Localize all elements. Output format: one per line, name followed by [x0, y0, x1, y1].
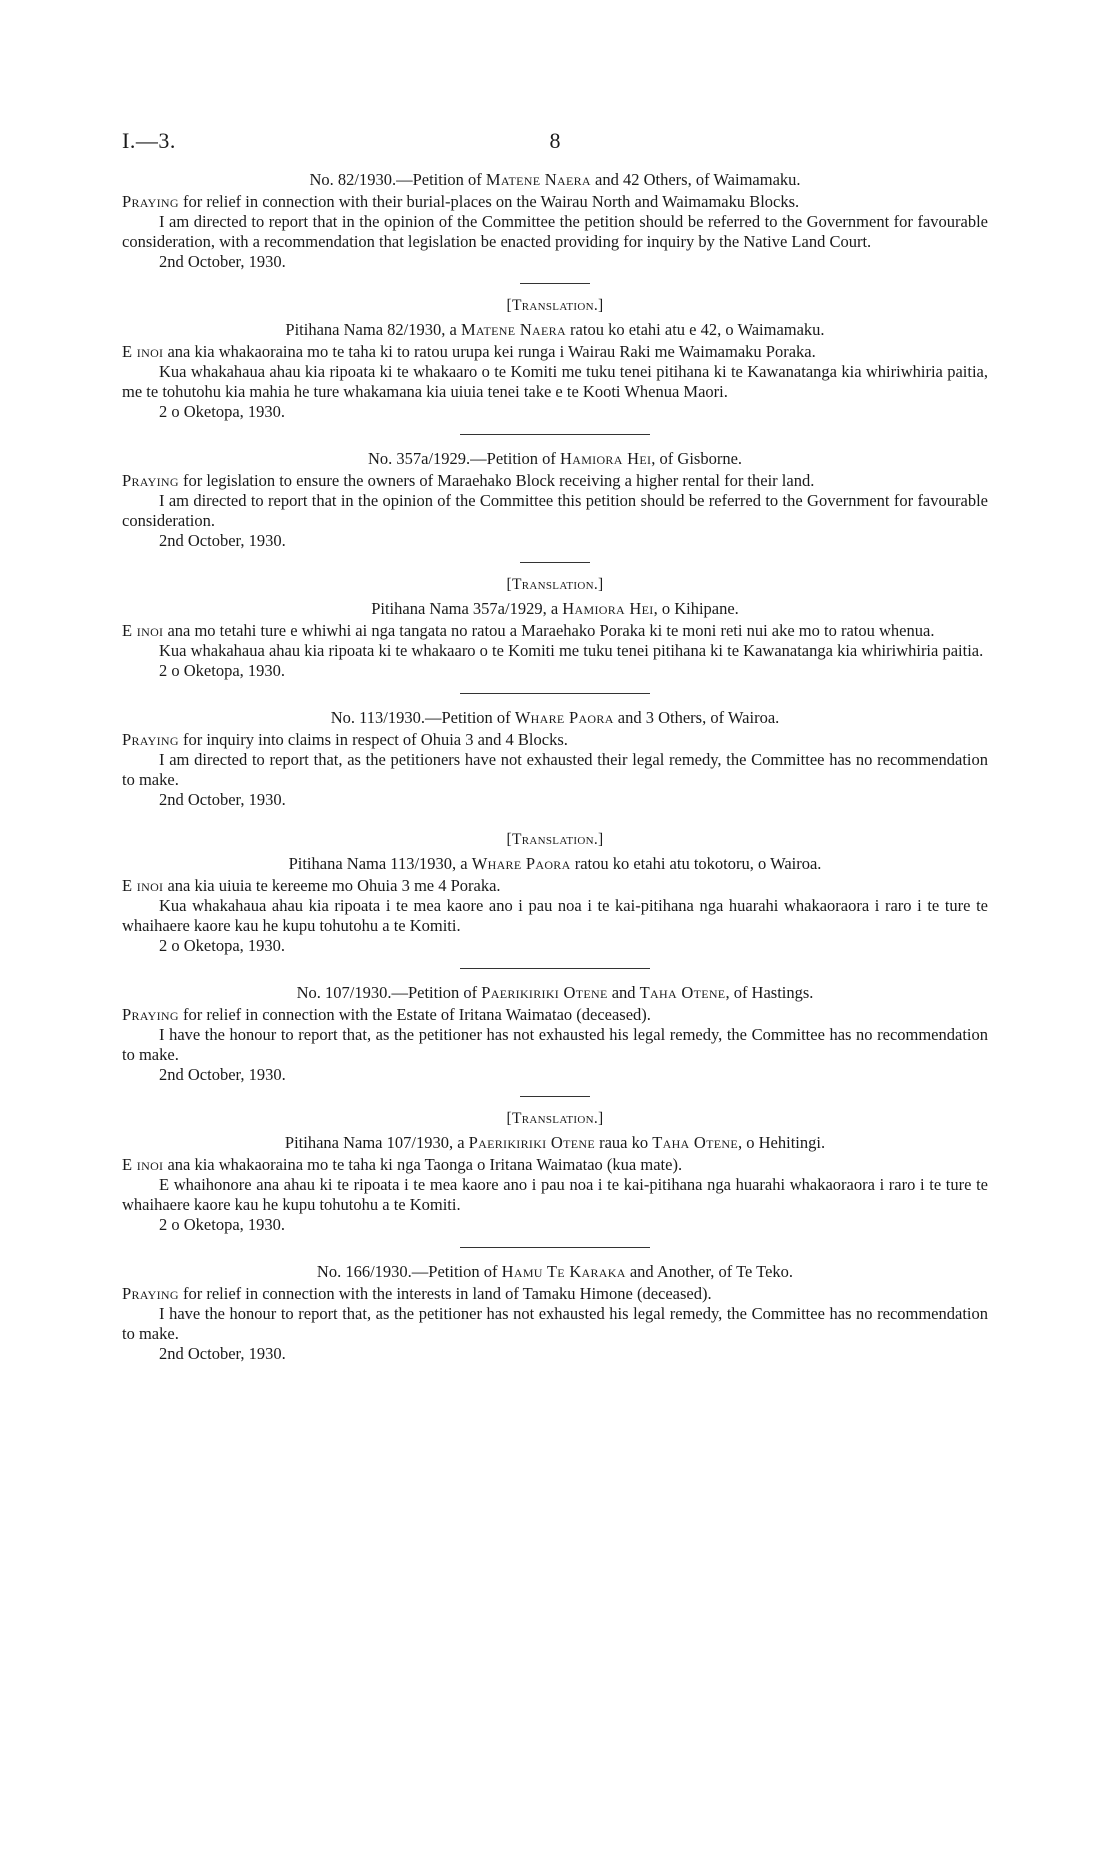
divider: [520, 283, 590, 284]
petition-title: No. 107/1930.—Petition of Paerikiriki Otene and Taha Otene, of Hastings.: [296, 983, 814, 1002]
document-page: [122, 128, 988, 1364]
report-paragraph: I am directed to report that, as the petitioners have not exhausted their legal remedy, the Committee has no recommendation to make.: [122, 750, 988, 789]
report-paragraph: I have the honour to report that, as the petitioner has not exhausted his legal remedy, the Committee has no recommendation to make.: [122, 1025, 988, 1064]
report-paragraph: I have the honour to report that, as the petitioner has not exhausted his legal remedy, the Committee has no recommendation to make.: [122, 1304, 988, 1343]
praying-paragraph: Praying for relief in connection with the interests in land of Tamaku Himone (deceased).: [122, 1284, 712, 1303]
divider: [520, 1096, 590, 1097]
praying-paragraph: Praying for inquiry into claims in respect of Ohuia 3 and 4 Blocks.: [122, 730, 568, 749]
report-date: 2nd October, 1930.: [159, 790, 286, 809]
petition-113-1930: [122, 708, 988, 956]
translation-heading: [Translation.]: [506, 576, 604, 593]
translation-date: 2 o Oketopa, 1930.: [159, 1215, 286, 1234]
translation-inoi-paragraph: E inoi ana kia uiuia te kereeme mo Ohuia 3 me 4 Poraka.: [122, 876, 501, 895]
petitioner-name: Whare Paora: [514, 708, 614, 727]
page-number: 8: [549, 128, 561, 153]
section-divider: [460, 1247, 650, 1248]
petition-title: No. 82/1930.—Petition of Matene Naera and 42 Others, of Waimamaku.: [309, 170, 801, 189]
translation-heading: [Translation.]: [506, 1110, 604, 1127]
translation-inoi-paragraph: E inoi ana kia whakaoraina mo te taha ki to ratou urupa kei runga i Wairau Raki me Waimamaku Poraka.: [122, 342, 816, 361]
translation-heading: [Translation.]: [506, 831, 604, 848]
translation-date: 2 o Oketopa, 1930.: [159, 402, 286, 421]
report-paragraph: I am directed to report that in the opinion of the Committee this petition should be referred to the Government for favourable consideration.: [122, 491, 988, 530]
translation-inoi-paragraph: E inoi ana mo tetahi ture e whiwhi ai nga tangata no ratou a Maraehako Poraka ki te moni reti nui ake mo to ratou whenua.: [122, 621, 935, 640]
petition-title: No. 166/1930.—Petition of Hamu Te Karaka and Another, of Te Teko.: [316, 1262, 794, 1281]
translation-report-paragraph: E whaihonore ana ahau ki te ripoata i te mea kaore ano i pau noa i te kai-pitihana nga huarahi whakaoraora i raro i te ture te whaihaere kaore kau he kupu tohutohu a te Komiti.: [122, 1175, 988, 1214]
translation-title: Pitihana Nama 82/1930, a Matene Naera ratou ko etahi atu e 42, o Waimamaku.: [285, 320, 825, 339]
section-divider: [460, 968, 650, 969]
translation-date: 2 o Oketopa, 1930.: [159, 661, 286, 680]
translation-report-paragraph: Kua whakahaua ahau kia ripoata ki te whakaaro o te Komiti me tuku tenei pitihana ki te Kawanatanga kia whiriwhiria paitia, me te tohutohu kia mahia he ture whakamana kia uiuia tenei take e te Kooti Whenua Maori.: [122, 362, 988, 401]
report-date: 2nd October, 1930.: [159, 1065, 286, 1084]
praying-paragraph: Praying for legislation to ensure the owners of Maraehako Block receiving a higher rental for their land.: [122, 471, 815, 490]
translation-date: 2 o Oketopa, 1930.: [159, 936, 286, 955]
petition-title: No. 357a/1929.—Petition of Hamiora Hei, of Gisborne.: [367, 449, 743, 468]
translation-inoi-paragraph: E inoi ana kia whakaoraina mo te taha ki nga Taonga o Iritana Waimatao (kua mate).: [122, 1155, 683, 1174]
section-divider: [460, 434, 650, 435]
page-header: [122, 128, 988, 162]
translation-title: Pitihana Nama 113/1930, a Whare Paora ratou ko etahi atu tokotoru, o Wairoa.: [288, 854, 822, 873]
petitioner-name: Matene Naera: [485, 170, 591, 189]
petition-title: No. 113/1930.—Petition of Whare Paora and 3 Others, of Wairoa.: [330, 708, 780, 727]
petitioner-name-2: Taha Otene: [639, 983, 726, 1002]
petition-107-1930: [122, 983, 988, 1235]
translation-title: Pitihana Nama 357a/1929, a Hamiora Hei, o Kihipane.: [371, 599, 739, 618]
petitioner-name: Paerikiriki Otene: [481, 983, 608, 1002]
translation-title: Pitihana Nama 107/1930, a Paerikiriki Otene raua ko Taha Otene, o Hehitingi.: [284, 1133, 826, 1152]
page-reference: I.—3.: [122, 128, 176, 153]
petition-166-1930: [122, 1262, 988, 1364]
report-date: 2nd October, 1930.: [159, 252, 286, 271]
translation-report-paragraph: Kua whakahaua ahau kia ripoata i te mea kaore ano i pau noa i te kai-pitihana nga huarahi whakaoraora i raro i te ture te whaihaere kaore kau he kupu tohutohu a te Komiti.: [122, 896, 988, 935]
section-divider: [460, 693, 650, 694]
translation-report-paragraph: Kua whakahaua ahau kia ripoata ki te whakaaro o te Komiti me tuku tenei pitihana ki te Kawanatanga kia whiriwhiria paitia.: [159, 641, 984, 660]
report-date: 2nd October, 1930.: [159, 531, 286, 550]
petition-357a-1929: [122, 449, 988, 681]
praying-paragraph: Praying for relief in connection with their burial-places on the Wairau North and Waimamaku Blocks.: [122, 192, 800, 211]
petitioner-name: Hamiora Hei: [560, 449, 652, 468]
divider: [520, 562, 590, 563]
report-paragraph: I am directed to report that in the opinion of the Committee the petition should be referred to the Government for favourable consideration, with a recommendation that legislation be enacted providing for inquiry by the Native Land Court.: [122, 212, 988, 251]
report-date: 2nd October, 1930.: [159, 1344, 286, 1363]
spacer: [122, 810, 988, 816]
translation-heading: [Translation.]: [506, 297, 604, 314]
petitioner-name: Hamu Te Karaka: [501, 1262, 626, 1281]
petition-82-1930: [122, 170, 988, 422]
praying-paragraph: Praying for relief in connection with the Estate of Iritana Waimatao (deceased).: [122, 1005, 651, 1024]
